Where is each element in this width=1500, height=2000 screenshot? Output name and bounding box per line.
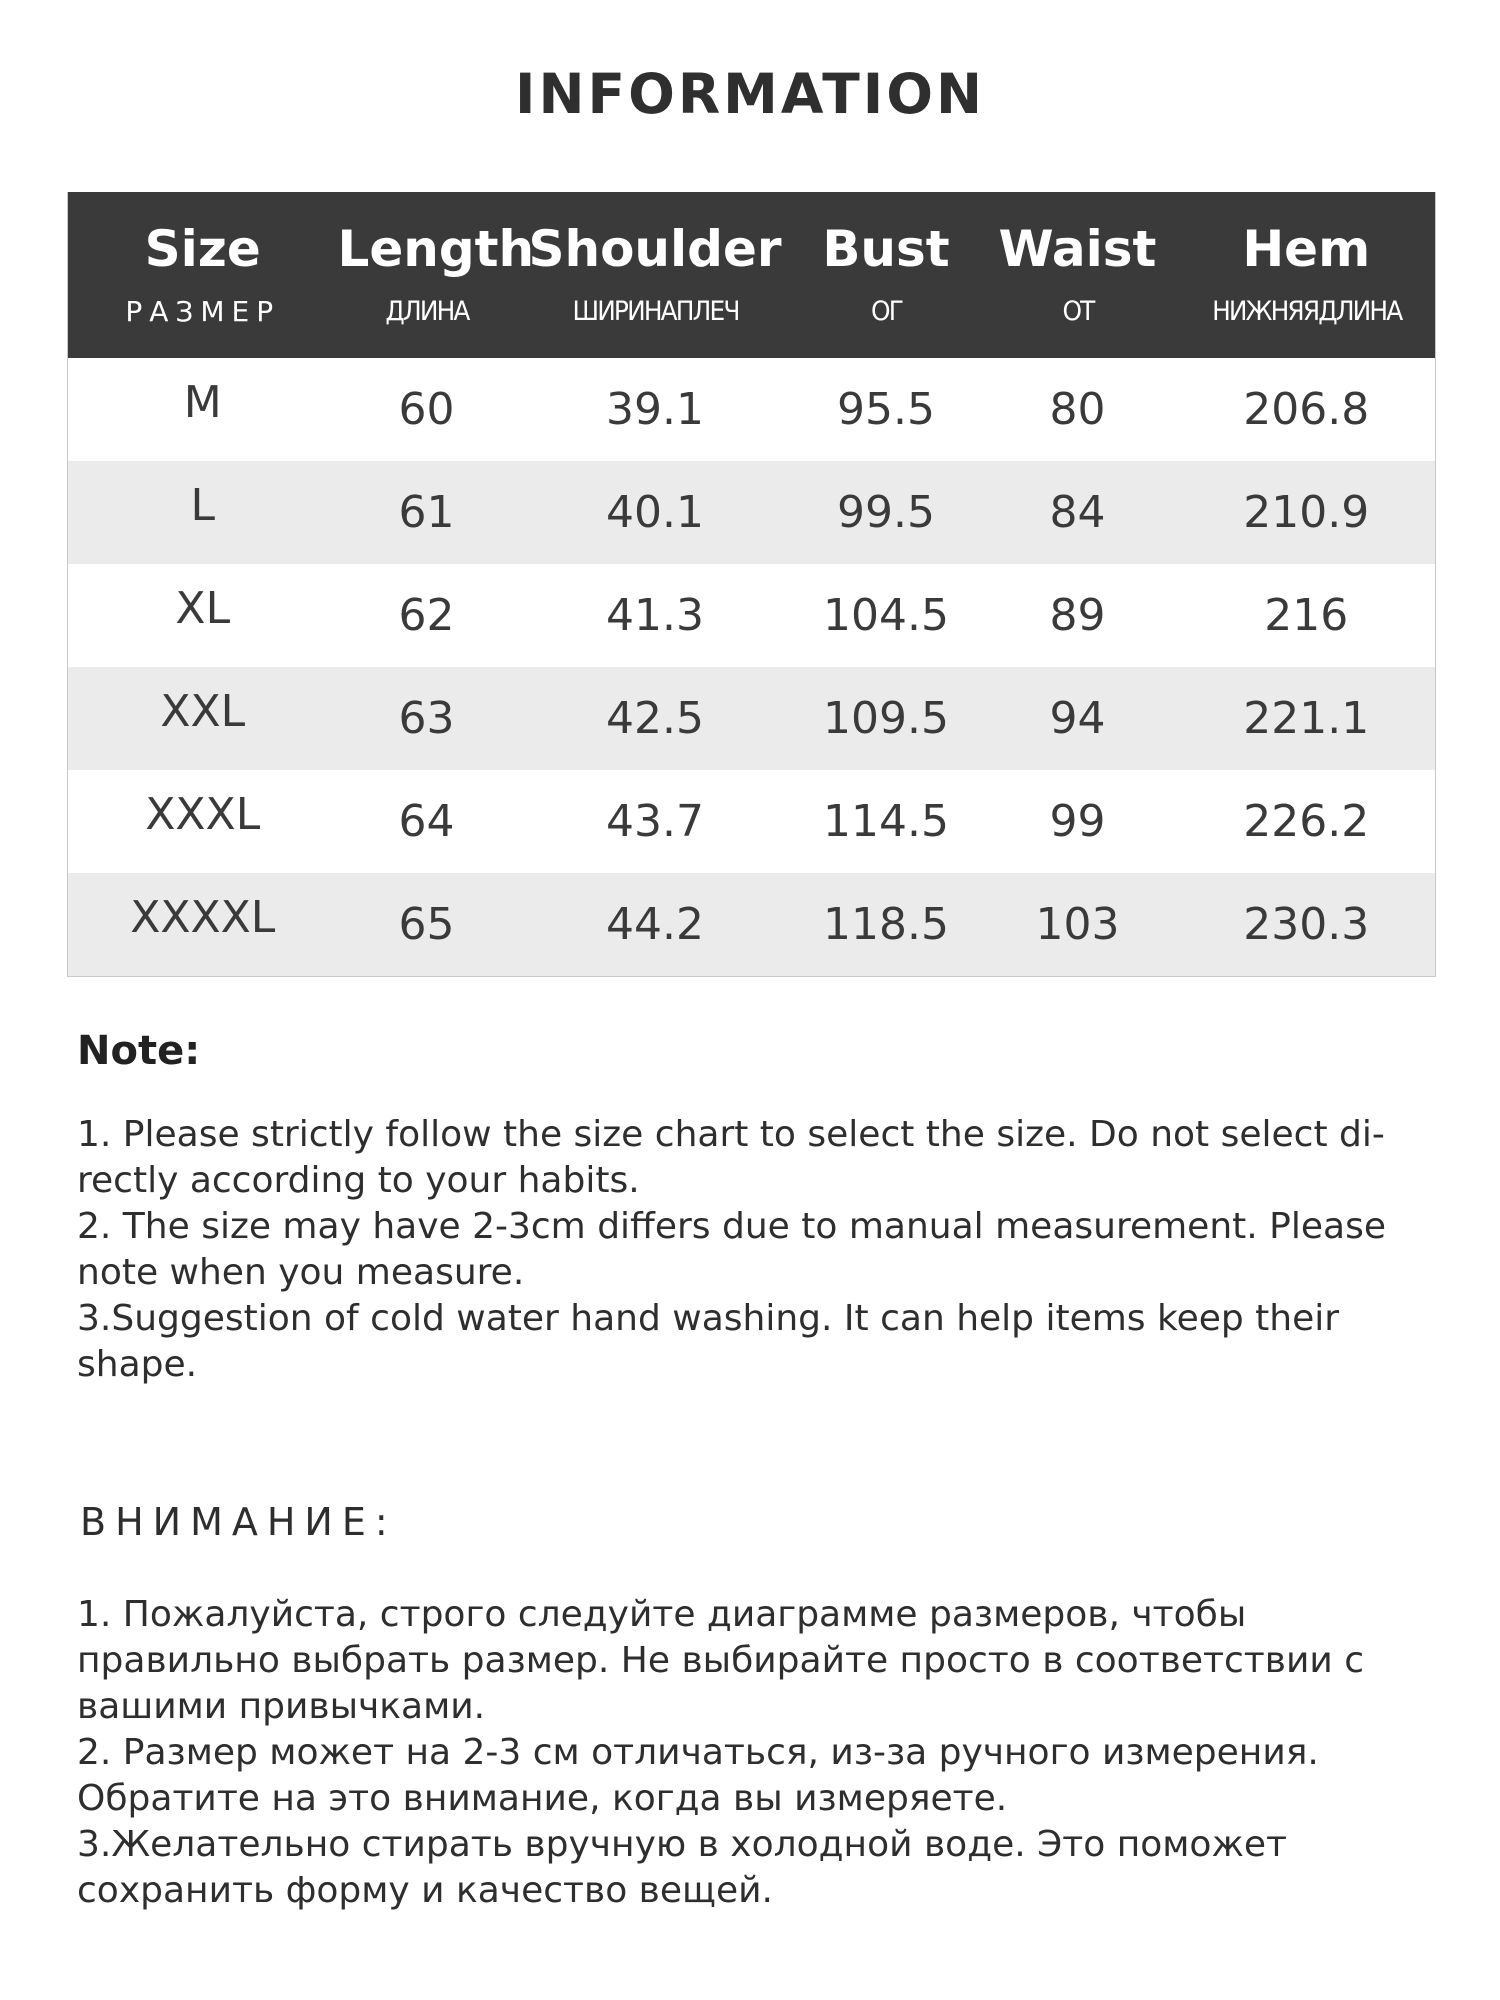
length-cell: 63 [398,693,455,744]
length-cell: 62 [398,590,455,641]
header-hem [1178,192,1436,358]
header-row [68,192,1436,358]
header-label-en: Waist [998,220,1157,278]
note-list [77,1112,1397,1388]
table-row [68,667,1436,770]
ru-note-item: 1. Пожалуйста, строго следуйте диаграмме размеров, чтобы правильно выбрать размер. Не выбирайте просто в соответствии с вашими привычками. [77,1594,1365,1727]
length-cell: 65 [398,898,455,950]
header-label-ru: ШИРИНАПЛЕЧ [571,296,739,327]
header-label-ru: НИЖНЯЯДЛИНА [1211,296,1401,327]
waist-cell: 84 [1049,487,1106,538]
bust-cell: 95.5 [837,384,935,435]
bust-cell: 99.5 [837,487,935,538]
header-length [337,192,535,358]
ru-note-list [77,1592,1437,1914]
shoulder-cell: 41.3 [606,590,704,641]
size-cell: XXXL [145,789,261,840]
table-row [68,461,1436,564]
shoulder-cell: 44.2 [606,898,704,950]
length-cell: 60 [398,384,455,435]
size-cell: XXXXL [130,891,276,943]
shoulder-cell: 43.7 [606,796,704,847]
header-waist [978,192,1178,358]
ru-note-item: 3.Желательно стирать вручную в холодной воде. Это поможет сохранить форму и качество вещей. [77,1824,1287,1911]
shoulder-cell: 39.1 [606,384,704,435]
waist-cell: 80 [1049,384,1106,435]
note-item: 1. Please strictly follow the size chart to select the size. Do not select di-rectly according to your habits. [77,1114,1385,1201]
size-cell: L [190,480,215,531]
length-cell: 61 [398,487,455,538]
hem-cell: 206.8 [1243,384,1370,435]
shoulder-cell: 42.5 [606,693,704,744]
shoulder-cell: 40.1 [606,487,704,538]
header-label-ru: ДЛИНА [384,296,469,327]
table-header [68,192,1436,358]
header-label-en: Bust [822,220,950,278]
header-label-en: Shoulder [528,220,782,278]
header-size [68,192,338,358]
header-shoulder [516,192,795,358]
bust-cell: 114.5 [823,796,949,847]
table-body [68,358,1436,976]
header-label-en: Size [144,220,261,278]
bust-cell: 104.5 [823,590,949,641]
bust-cell: 118.5 [823,898,949,950]
note-heading: Note: [77,1028,201,1074]
size-chart-table [67,192,1436,977]
note-item: 3.Suggestion of cold water hand washing. It can help items keep their shape. [77,1298,1340,1385]
waist-cell: 99 [1049,796,1106,847]
header-bust [795,192,978,358]
header-label-en: Hem [1242,220,1371,278]
table-row [68,873,1436,976]
waist-cell: 94 [1049,693,1106,744]
hem-cell: 216 [1264,590,1349,641]
length-cell: 64 [398,796,455,847]
waist-cell: 103 [1035,898,1120,950]
table-row [68,564,1436,667]
page-title: INFORMATION [515,62,985,126]
header-label-ru: ОТ [1061,296,1094,327]
ru-note-item: 2. Размер может на 2-3 см отличаться, из-за ручного измерения. Обратите на это внимание, когда вы измеряете. [77,1732,1319,1819]
header-label-ru: РАЗМЕР [125,295,281,328]
hem-cell: 210.9 [1243,487,1370,538]
hem-cell: 226.2 [1243,796,1370,847]
table-row [68,770,1436,873]
size-cell: M [183,377,222,428]
note-item: 2. The size may have 2-3cm differs due to manual measurement. Please note when you measure. [77,1206,1386,1293]
hem-cell: 230.3 [1243,898,1370,950]
bust-cell: 109.5 [823,693,949,744]
ru-note-heading: ВНИМАНИЕ: [80,1500,397,1544]
header-label-ru: ОГ [870,296,902,327]
size-cell: XL [175,583,231,634]
table-row [68,358,1436,461]
size-cell: XXL [160,686,246,737]
hem-cell: 221.1 [1243,693,1370,744]
header-label-en: Length [337,220,535,278]
waist-cell: 89 [1049,590,1106,641]
